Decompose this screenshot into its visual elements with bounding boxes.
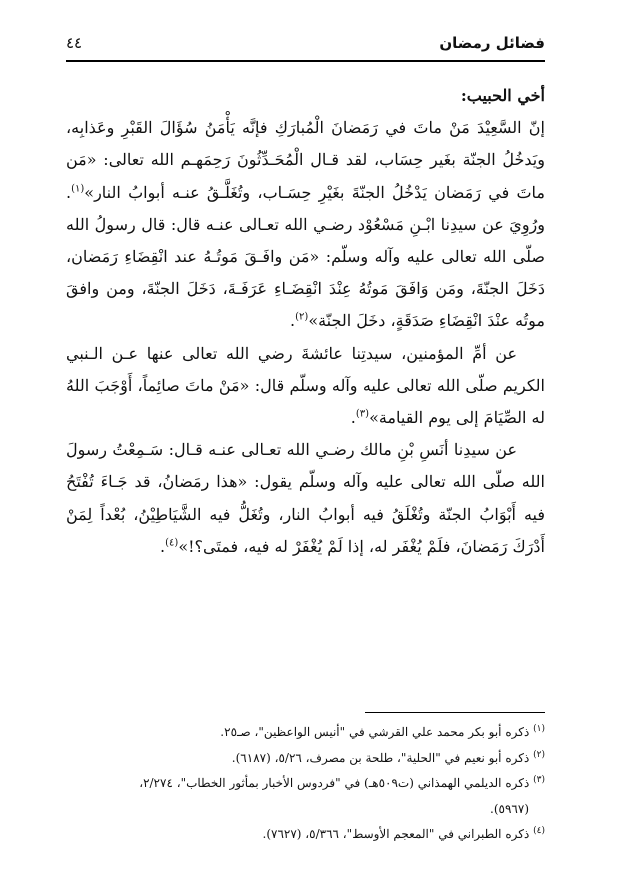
footnote-divider: [365, 712, 545, 713]
footnote-3-continuation: (٥٩٦٧).: [490, 801, 529, 816]
footnote-text: ذكره أبو بكر محمد علي القرشي في "أنيس الواعظين"، صـ٢٥.: [220, 725, 530, 739]
footnote-mark: (١): [533, 724, 545, 734]
paragraph-2: [66, 338, 545, 435]
footnote-3: [66, 771, 545, 797]
running-title: فضائل رمضان: [439, 34, 545, 52]
running-header: [66, 28, 545, 58]
paragraph-1-text-b: . ورُوِيَ عن سيدِنا ابْـنِ مَسْعُوْد رضـي الله تعـالى عنـه قال: قال رسولُ الله صلّى الله تعالى عليه وآله وسلّم: «مَن وافَـقَ مَوتُـهُ عند انْقِضَاءِ رَمَضان، دَخَلَ الجنّةَ، ومَن وَافَقَ مَوتُهُ عِنْدَ انْقِضَـاءِ عَرَفَـةَ، دَخَلَ الجنّةَ، ومن وافقَ موتُه عنْدَ انْقِضَاءِ صَدَقَةٍ، دخَلَ الجنّة»: [66, 182, 545, 331]
footnotes: [66, 720, 545, 848]
paragraph-1: [66, 112, 545, 337]
footnote-text: ذكره أبو نعيم في "الحلية"، طلحة بن مصرف، ٥/٢٦، (٦١٨٧).: [231, 750, 530, 765]
main-text: [66, 80, 545, 563]
page-number: ٤٤: [66, 34, 83, 52]
footnote-mark: (٢): [533, 749, 545, 760]
footnote-4: [66, 822, 545, 848]
footnote-2: [66, 746, 545, 772]
paragraph-3-text-a: عن سيدِنا أنَسِ بْنِ مالك رضـي الله تعـالى عنـه قـال: سَـمِعْتُ رسولَ الله صلّى الله تعالى عليه وآله وسلّم يقول: «هذا رمَضانُ، قد جَـاءَ تُفْتَحُ فيه أَبْوَابُ الجنّة وتُغْلَقُ فيه أبوابُ النار، وتُغَلُّ فيه الشَّيَاطِيْنُ، بُعْداً لِمَنْ أَدْرَكَ رَمَضانَ، فلَمْ يُغْفَر له، إذا لَمْ يُغْفَرْ له فيه، فمتَى؟!»: [66, 440, 546, 556]
footnote-ref-2: (٢): [295, 312, 309, 324]
footnote-1: [66, 720, 545, 746]
paragraph-1-text-a: إنّ السَّعِيْدَ مَنْ ماتَ في رَمَضانَ الْمُبارَكِ فإنَّه يَأْمَنُ سُؤَالَ القَبْرِ وعَذابِه، ويَدخُلُ الجنّة بغَير حِسَاب، لقد قـال الْمُحَـدِّثُونَ رَحِمَهـم الله تعالى: «مَن ماتَ في رَمَضان يَدْخُلُ الجنّةَ بغَيْرِ حِسَـاب، وتُغَلَّـقُ عنـه أبوابُ النار»: [66, 118, 545, 202]
paragraph-1-text-c: .: [290, 311, 296, 331]
paragraph-3: [66, 434, 545, 563]
paragraph-2-text-b: .: [350, 408, 356, 428]
footnote-mark: (٣): [533, 775, 545, 785]
paragraph-3-text-b: .: [160, 536, 166, 556]
header-rule: [66, 60, 545, 62]
footnote-text: ذكره الطبراني في "المعجم الأوسط"، ٥/٣٦٦، (٧٦٢٧).: [262, 827, 530, 841]
footnote-mark: (٤): [533, 826, 545, 836]
paragraph-2-text-a: عن أمِّ المؤمنين، سيدتِنا عائشةَ رضي الله تعالى عنها عـن الـنبي الكريم صلّى الله تعالى عليه وآله وسلّم قال: «مَنْ ماتَ صائِماً، أَوْجَبَ اللهُ له الصِّيَامَ إلى يوم القيامة»: [66, 343, 545, 428]
footnote-text: ذكره الديلمي الهمذاني (ت٥٠٩هـ) في "فردوس الأخبار بمأثور الخطاب"، ٢/٢٧٤،: [139, 776, 530, 790]
footnote-ref-1: (١): [71, 183, 85, 195]
footnote-ref-3: (٣): [355, 408, 370, 420]
footnote-ref-4: (٤): [165, 537, 179, 549]
section-heading: أخي الحبيب:: [460, 86, 545, 105]
